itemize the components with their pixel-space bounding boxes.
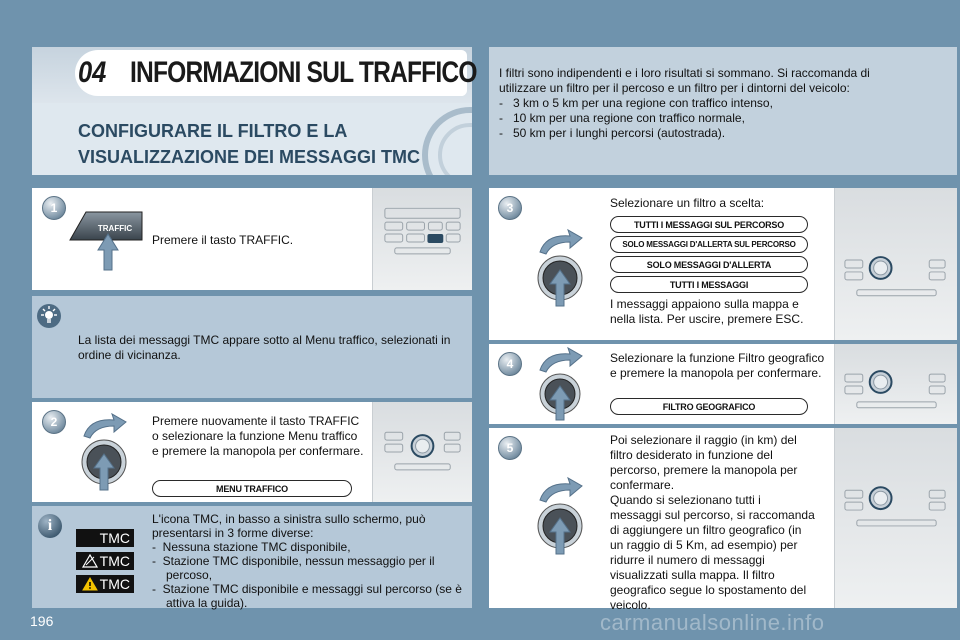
chapter-title: INFORMAZIONI SUL TRAFFICO [130,56,477,89]
page-number: 196 [30,613,54,629]
info-item: - Nessuna stazione TMC disponibile, [152,540,351,554]
info-text: L'icona TMC, in basso a sinistra sullo schermo, può presentarsi in 3 forme diverse: - Nessuna stazione TMC disponibile, - Stazione TMC disponibile, nessun messaggio per il percoso, - Stazione TMC disponibile e messaggi sul percorso (se è attiva la guida). [152,512,462,610]
step2-text: Premere nuovamente il tasto TRAFFIC o selezionare la funzione Menu traffico e premere la manopola per confermare. [152,414,364,458]
info-item: - Stazione TMC disponibile e messaggi sul percorso (se è attiva la guida). [152,582,462,610]
step-badge: 3 [498,196,522,220]
menu-traffico-option[interactable]: MENU TRAFFICO [152,480,352,497]
tip-text: La lista dei messaggi TMC appare sotto al Menu traffico, selezionati in ordine di vicinanza. [78,333,451,362]
intro-item: - 50 km per i lunghi percorsi (autostrada). [499,126,726,140]
step-badge: 5 [498,436,522,460]
filter-option[interactable]: TUTTI I MESSAGGI SUL PERCORSO [610,216,808,233]
intro-paragraph: I filtri sono indipendenti e i loro risultati si sommano. Si raccomanda di utilizzare un filtro per il percoso e un filtro per i dintorni del veicolo: [499,66,870,95]
intro-text [499,66,919,141]
step-badge: 1 [42,196,66,220]
filter-option[interactable]: SOLO MESSAGGI D'ALLERTA [610,256,808,273]
watermark: carmanualsonline.info [600,610,825,635]
filtro-geografico-option[interactable]: FILTRO GEOGRAFICO [610,398,808,415]
radio-panel-image [834,188,957,340]
info-item: - Stazione TMC disponibile, nessun messaggio per il percoso, [152,554,435,582]
step5-text: Poi selezionare il raggio (in km) del filtro desiderato in funzione del percorso, premere la manopola per confermare. Quando si selezionano tutti i messaggi sul percorso, si raccomanda di aggiungere un filtro geografico (in un raggio di 5 Km, ad esempio) per ridurre il numero di messaggi visualizzati sulla mappa. Il filtro geografico segue lo spostamento del veicolo. [610,433,815,612]
step1-text: Premere il tasto TRAFFIC. [152,233,294,247]
rotary-knob-icon [76,412,136,492]
radio-panel-image [834,344,957,424]
section-subtitle: CONFIGURARE IL FILTRO E LA VISUALIZZAZIONE DEI MESSAGGI TMC [78,121,421,167]
tmc-icon: TMC [76,552,134,570]
step3-after-text: I messaggi appaiono sulla mappa e nella lista. Per uscire, premere ESC. [610,297,804,326]
traffic-button-label: TRAFFIC [97,224,133,233]
filter-option[interactable]: SOLO MESSAGGI D'ALLERTA SUL PERCORSO [610,236,808,253]
traffic-button-icon [68,206,146,272]
rotary-knob-icon [532,228,592,308]
chapter-number: 04 [78,56,107,89]
info-icon: i [38,514,62,538]
filter-option[interactable]: TUTTI I MESSAGGI [610,276,808,293]
intro-item: - 10 km per una regione con traffico normale, [499,111,745,125]
step4-text: Selezionare la funzione Filtro geografico e premere la manopola per confermare. [610,351,825,380]
intro-item: - 3 km o 5 km per una regione con traffico intenso, [499,96,773,110]
tmc-icon: TMC [76,529,134,547]
step-badge: 2 [42,410,66,434]
rotary-knob-icon [532,476,592,556]
rotary-knob-icon [532,346,592,422]
radio-panel-image [834,428,957,608]
radio-panel-image [372,402,472,502]
tmc-icon: TMC [76,575,134,593]
header-decoration [420,100,472,175]
step3-text: Selezionare un filtro a scelta: [610,196,765,210]
step-badge: 4 [498,352,522,376]
radio-panel-image [372,188,472,290]
lightbulb-icon [36,303,62,329]
